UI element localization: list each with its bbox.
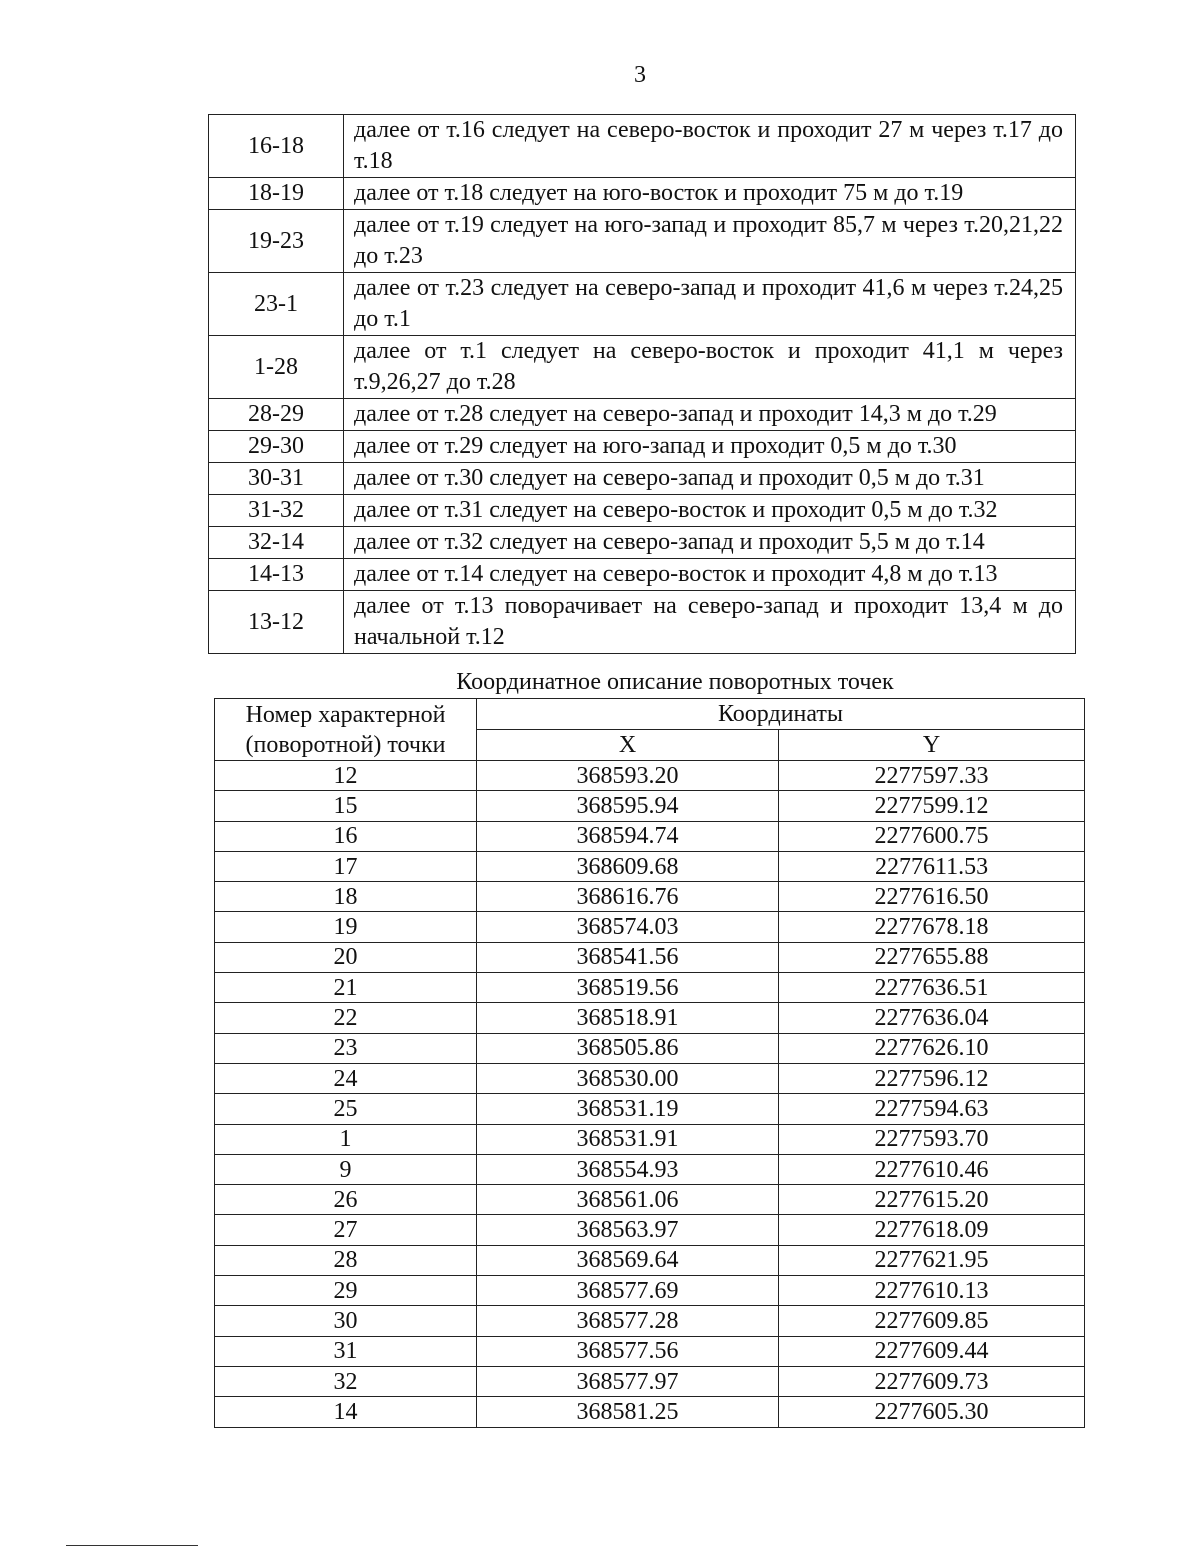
segment-description: далее от т.31 следует на северо-восток и проходит 0,5 м до т.32 <box>344 495 1076 527</box>
coordinate-point-cell: 18 <box>215 882 477 912</box>
segment-description: далее от т.13 поворачивает на северо-запад и проходит 13,4 м до начальной т.12 <box>344 591 1076 654</box>
coordinate-y-cell: 2277610.13 <box>779 1276 1085 1306</box>
coordinate-x-cell: 368569.64 <box>477 1245 779 1275</box>
coordinate-y-cell: 2277615.20 <box>779 1185 1085 1215</box>
coordinates-body <box>215 761 1085 1428</box>
footer-divider <box>66 1545 198 1546</box>
coordinate-x-cell: 368581.25 <box>477 1397 779 1427</box>
coordinate-y-cell: 2277597.33 <box>779 761 1085 791</box>
coordinate-x-cell: 368577.69 <box>477 1276 779 1306</box>
coordinate-x-cell: 368541.56 <box>477 942 779 972</box>
segment-row <box>209 210 1076 273</box>
coordinate-x-cell: 368531.19 <box>477 1094 779 1124</box>
coordinate-y-cell: 2277636.04 <box>779 1003 1085 1033</box>
coordinate-y-cell: 2277609.73 <box>779 1366 1085 1396</box>
segment-description: далее от т.29 следует на юго-запад и проходит 0,5 м до т.30 <box>344 431 1076 463</box>
coordinate-x-cell: 368616.76 <box>477 882 779 912</box>
coordinate-point-cell: 29 <box>215 1276 477 1306</box>
coordinate-row <box>215 1245 1085 1275</box>
segment-row <box>209 559 1076 591</box>
coordinate-row <box>215 882 1085 912</box>
coordinate-x-cell: 368531.91 <box>477 1124 779 1154</box>
segment-code: 30-31 <box>209 463 344 495</box>
coordinate-row <box>215 1124 1085 1154</box>
coordinate-row <box>215 1336 1085 1366</box>
coordinate-point-cell: 28 <box>215 1245 477 1275</box>
coordinate-x-cell: 368530.00 <box>477 1063 779 1093</box>
segment-row <box>209 273 1076 336</box>
coordinate-y-cell: 2277616.50 <box>779 882 1085 912</box>
coordinate-x-cell: 368577.56 <box>477 1336 779 1366</box>
coordinates-title: Координатное описание поворотных точек <box>456 669 894 695</box>
coordinate-point-cell: 21 <box>215 973 477 1003</box>
coordinate-point-cell: 22 <box>215 1003 477 1033</box>
coordinate-y-cell: 2277636.51 <box>779 973 1085 1003</box>
coordinate-row <box>215 821 1085 851</box>
segment-description: далее от т.28 следует на северо-запад и проходит 14,3 м до т.29 <box>344 399 1076 431</box>
coordinate-row <box>215 851 1085 881</box>
segment-code: 29-30 <box>209 431 344 463</box>
segment-description: далее от т.1 следует на северо-восток и проходит 41,1 м через т.9,26,27 до т.28 <box>344 336 1076 399</box>
coordinate-y-cell: 2277599.12 <box>779 791 1085 821</box>
coordinate-point-cell: 20 <box>215 942 477 972</box>
segment-description: далее от т.14 следует на северо-восток и проходит 4,8 м до т.13 <box>344 559 1076 591</box>
coordinate-row <box>215 761 1085 791</box>
coordinate-row <box>215 1306 1085 1336</box>
coordinate-y-cell: 2277626.10 <box>779 1033 1085 1063</box>
segment-row <box>209 591 1076 654</box>
coordinate-x-cell: 368594.74 <box>477 821 779 851</box>
coordinate-x-cell: 368519.56 <box>477 973 779 1003</box>
segment-code: 23-1 <box>209 273 344 336</box>
coordinates-header-row <box>215 699 1085 730</box>
coordinate-row <box>215 1033 1085 1063</box>
coordinate-x-cell: 368518.91 <box>477 1003 779 1033</box>
x-header: X <box>477 730 779 761</box>
segment-row <box>209 178 1076 210</box>
page-number: 3 <box>634 62 646 88</box>
coordinate-y-cell: 2277593.70 <box>779 1124 1085 1154</box>
coordinate-x-cell: 368609.68 <box>477 851 779 881</box>
segment-row <box>209 115 1076 178</box>
coordinate-x-cell: 368561.06 <box>477 1185 779 1215</box>
coordinate-x-cell: 368505.86 <box>477 1033 779 1063</box>
coordinate-x-cell: 368577.28 <box>477 1306 779 1336</box>
segment-row <box>209 336 1076 399</box>
coordinate-x-cell: 368554.93 <box>477 1154 779 1184</box>
coordinate-y-cell: 2277621.95 <box>779 1245 1085 1275</box>
coordinate-row <box>215 1215 1085 1245</box>
segment-description: далее от т.32 следует на северо-запад и проходит 5,5 м до т.14 <box>344 527 1076 559</box>
coordinate-x-cell: 368563.97 <box>477 1215 779 1245</box>
segment-description: далее от т.30 следует на северо-запад и проходит 0,5 м до т.31 <box>344 463 1076 495</box>
coordinate-x-cell: 368577.97 <box>477 1366 779 1396</box>
coordinate-point-cell: 31 <box>215 1336 477 1366</box>
coordinate-point-cell: 24 <box>215 1063 477 1093</box>
coordinate-row <box>215 1003 1085 1033</box>
coordinate-point-cell: 1 <box>215 1124 477 1154</box>
coordinate-point-cell: 9 <box>215 1154 477 1184</box>
segment-code: 1-28 <box>209 336 344 399</box>
coordinate-row <box>215 912 1085 942</box>
coordinate-row <box>215 1094 1085 1124</box>
coordinate-row <box>215 942 1085 972</box>
coordinate-x-cell: 368595.94 <box>477 791 779 821</box>
coordinate-point-cell: 14 <box>215 1397 477 1427</box>
segment-code: 32-14 <box>209 527 344 559</box>
segment-row <box>209 495 1076 527</box>
coordinates-table <box>214 698 1085 1428</box>
coordinate-row <box>215 1397 1085 1427</box>
coordinate-y-cell: 2277605.30 <box>779 1397 1085 1427</box>
coordinate-point-cell: 15 <box>215 791 477 821</box>
coordinate-row <box>215 1154 1085 1184</box>
coordinate-row <box>215 791 1085 821</box>
coordinate-point-cell: 16 <box>215 821 477 851</box>
coordinate-row <box>215 1276 1085 1306</box>
segment-code: 18-19 <box>209 178 344 210</box>
coordinate-point-cell: 26 <box>215 1185 477 1215</box>
y-header: Y <box>779 730 1085 761</box>
segment-row <box>209 431 1076 463</box>
coordinate-point-cell: 19 <box>215 912 477 942</box>
point-number-header: Номер характерной (поворотной) точки <box>215 699 477 761</box>
coordinate-y-cell: 2277600.75 <box>779 821 1085 851</box>
segment-description: далее от т.16 следует на северо-восток и проходит 27 м через т.17 до т.18 <box>344 115 1076 178</box>
segment-description: далее от т.23 следует на северо-запад и проходит 41,6 м через т.24,25 до т.1 <box>344 273 1076 336</box>
coordinate-y-cell: 2277596.12 <box>779 1063 1085 1093</box>
coordinate-row <box>215 973 1085 1003</box>
segment-code: 19-23 <box>209 210 344 273</box>
coordinate-point-cell: 17 <box>215 851 477 881</box>
coordinate-y-cell: 2277594.63 <box>779 1094 1085 1124</box>
coordinate-row <box>215 1063 1085 1093</box>
coordinate-point-cell: 25 <box>215 1094 477 1124</box>
segment-description: далее от т.19 следует на юго-запад и проходит 85,7 м через т.20,21,22 до т.23 <box>344 210 1076 273</box>
coordinate-y-cell: 2277609.44 <box>779 1336 1085 1366</box>
segment-code: 16-18 <box>209 115 344 178</box>
segment-row <box>209 527 1076 559</box>
segment-code: 28-29 <box>209 399 344 431</box>
coordinate-point-cell: 23 <box>215 1033 477 1063</box>
segment-description: далее от т.18 следует на юго-восток и проходит 75 м до т.19 <box>344 178 1076 210</box>
coordinate-point-cell: 32 <box>215 1366 477 1396</box>
coordinate-y-cell: 2277609.85 <box>779 1306 1085 1336</box>
coordinate-x-cell: 368593.20 <box>477 761 779 791</box>
coordinate-y-cell: 2277655.88 <box>779 942 1085 972</box>
coordinate-y-cell: 2277678.18 <box>779 912 1085 942</box>
coordinate-y-cell: 2277618.09 <box>779 1215 1085 1245</box>
coordinate-row <box>215 1185 1085 1215</box>
coordinate-row <box>215 1366 1085 1396</box>
coordinate-y-cell: 2277610.46 <box>779 1154 1085 1184</box>
coordinate-point-cell: 12 <box>215 761 477 791</box>
coordinate-x-cell: 368574.03 <box>477 912 779 942</box>
segment-code: 13-12 <box>209 591 344 654</box>
segments-table <box>208 114 1076 654</box>
segments-body <box>209 115 1076 654</box>
coordinate-point-cell: 30 <box>215 1306 477 1336</box>
segment-row <box>209 399 1076 431</box>
segment-row <box>209 463 1076 495</box>
coordinates-header: Координаты <box>477 699 1085 730</box>
segment-code: 31-32 <box>209 495 344 527</box>
coordinate-point-cell: 27 <box>215 1215 477 1245</box>
coordinate-y-cell: 2277611.53 <box>779 851 1085 881</box>
segment-code: 14-13 <box>209 559 344 591</box>
